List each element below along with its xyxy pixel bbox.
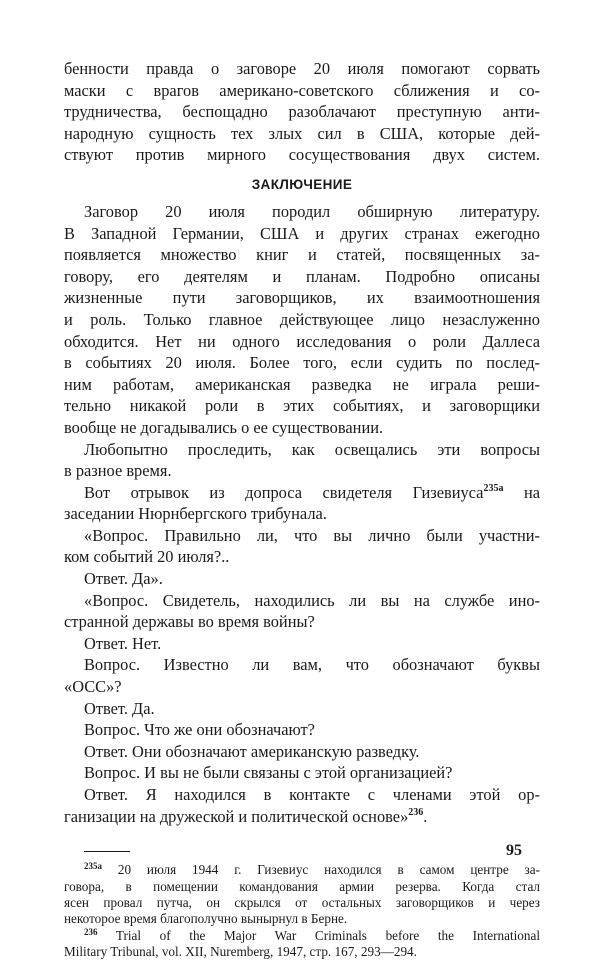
line-text: 20 июля 1944 г. Гизевиус находился в самом центре за-: [102, 862, 540, 878]
text-line: бенности правда о заговоре 20 июля помогают сорвать: [64, 59, 540, 78]
dialogue-line: Ответ. Да».: [84, 569, 163, 589]
line-text: .: [423, 806, 428, 826]
intro-paragraph: [64, 58, 540, 166]
dialogue-line: Ответ. Я находился в контакте с членами этой ор-: [84, 785, 540, 804]
dialogue-line: Ответ. Они обозначают американскую разведку.: [84, 741, 420, 761]
text-line: Заговор 20 июля породил обширную литературу.: [84, 201, 540, 221]
text-line: появляется множество книг и статей, посвященных за-: [64, 245, 540, 265]
line-text: Вот отрывок из допроса свидетеля Гизевиуса: [84, 482, 484, 502]
footnote-line: [64, 862, 540, 878]
footnote-line: [64, 928, 540, 944]
page-number: 95: [506, 842, 522, 859]
text-line: и роль. Только главное действующее лицо незаслуженно: [64, 309, 540, 329]
footnote-line: говора, в помещении командования армии резерва. Когда стал: [64, 878, 540, 894]
footnote-line: Military Tribunal, vol. XII, Nuremberg, 1947, стр. 167, 293—294.: [64, 944, 417, 960]
paragraph-3: [64, 482, 540, 525]
text-line: обходится. Нет ни одного исследования о роли Даллеса: [64, 331, 540, 351]
line-text: ганизации на дружеской и политической основе»: [64, 806, 409, 826]
paragraph-1: [64, 201, 540, 439]
dialogue: [64, 525, 540, 827]
dialogue-line: «Вопрос. Правильно ли, что вы лично были участни-: [84, 525, 540, 545]
dialogue-line: ком событий 20 июля?..: [64, 547, 230, 567]
text-line: ним работам, американская разведка не играла реши-: [64, 374, 540, 394]
footnote-marker: 236: [84, 927, 98, 937]
footnote-line: некоторое время благополучно вынырнул в Берне.: [64, 911, 348, 927]
dialogue-line: «ОСС»?: [64, 677, 122, 697]
text-line: трудничества, беспощадно разоблачают преступную анти-: [64, 102, 540, 122]
text-line: тельно никакой роли в этих событиях, и заговорщики: [64, 396, 540, 416]
footnotes: [64, 862, 540, 960]
text-line: Любопытно проследить, как освещались эти вопросы: [84, 439, 540, 459]
text-line: говору, его деятелям и планам. Подробно описаны: [64, 266, 540, 286]
text-line: в разное время.: [64, 461, 172, 481]
dialogue-line: странной державы во время войны?: [64, 612, 315, 632]
text-line: в событиях 20 июля. Более того, если судить по послед-: [64, 353, 540, 373]
page-body: [64, 58, 540, 961]
text-line: жизненные пути заговорщиков, их взаимоотношения: [64, 288, 540, 308]
footnote-marker: 235a: [84, 862, 102, 872]
text-line: В Западной Германии, США и других странах ежегодно: [64, 223, 540, 243]
line-text: на: [503, 482, 540, 502]
dialogue-line: Вопрос. И вы не были связаны с этой организацией?: [84, 763, 453, 783]
dialogue-line: Вопрос. Что же они обозначают?: [84, 720, 315, 740]
dialogue-line: «Вопрос. Свидетель, находились ли вы на службе ино-: [84, 590, 540, 610]
footnote-divider: [84, 851, 130, 852]
text-line: ствуют против мирного сосуществования двух систем.: [64, 145, 540, 165]
section-heading: ЗАКЛЮЧЕНИЕ: [251, 176, 353, 192]
dialogue-line: Ответ. Нет.: [84, 633, 162, 653]
dialogue-line: Ответ. Да.: [84, 698, 155, 718]
footnote-line: ясен провал путча, он скрылся от остальных заговорщиков и через: [64, 895, 540, 910]
dialogue-line: [64, 806, 540, 828]
text-line: вообще не догадывались о ее существовании.: [64, 417, 384, 437]
text-line: [64, 482, 540, 504]
line-text: Trial of the Major War Criminals before the International: [97, 927, 540, 943]
text-line: маски с врагов американо-советского сближения и со-: [64, 80, 540, 100]
paragraph-2: [64, 439, 540, 482]
text-line: заседании Нюрнбергского трибунала.: [64, 504, 327, 524]
text-line: народную сущность тех злых сил в США, которые дей-: [64, 123, 540, 143]
dialogue-line: Вопрос. Известно ли вам, что обозначают буквы: [84, 655, 540, 675]
footnote-ref[interactable]: 236: [408, 806, 424, 818]
footnote-ref[interactable]: 235a: [483, 482, 504, 494]
